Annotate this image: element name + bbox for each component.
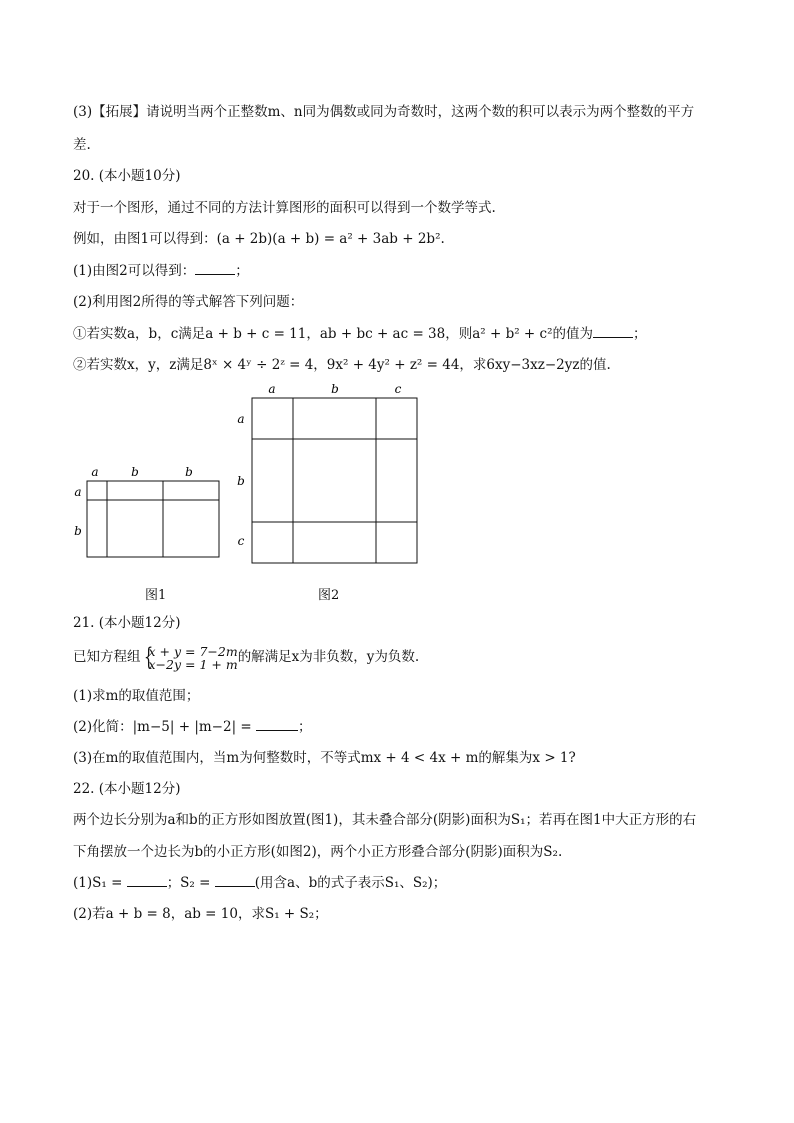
q20-part2: (2)利用图2所得的等式解答下列问题： (73, 294, 304, 310)
fig2-side-label-b: b (237, 474, 245, 488)
q21-part1: (1)求m的取值范围； (73, 688, 200, 704)
q20-example: 例如，由图1可以得到：(a + 2b)(a + b) = a² + 3ab + 2b². (73, 231, 445, 247)
q20-sub1-text: ①若实数a，b，c满足a + b + c = 11，ab + bc + ac = 38，则a² + b² + c²的值为 (73, 326, 594, 342)
answer-blank[interactable] (215, 874, 255, 887)
answer-blank[interactable] (593, 325, 633, 338)
fig2-outline (252, 398, 417, 563)
q21-part2-end: ； (298, 719, 312, 735)
fig1-top-label-b2: b (185, 465, 193, 479)
q21-part2 (73, 718, 312, 736)
answer-blank[interactable] (256, 718, 298, 731)
q22-part1 (73, 874, 446, 892)
fig2-side-label-c: c (237, 534, 245, 548)
fig2-top-label-c: c (394, 382, 402, 396)
q19-part3-cont: 差. (73, 137, 91, 153)
fig2-caption: 图2 (318, 588, 340, 603)
q20-intro: 对于一个图形，通过不同的方法计算图形的面积可以得到一个数学等式. (73, 200, 496, 216)
q20-header: 20. (本小题10分) (73, 168, 181, 184)
fig1-side-label-b: b (74, 524, 82, 538)
figure-1 (70, 462, 225, 562)
q20-part1-end: ； (235, 263, 249, 279)
brace-icon: { (143, 642, 153, 671)
q21-intro-after: 的解满足x为非负数，y为负数. (237, 649, 420, 665)
q22-part1-note: (用含a、b的式子表示S₁、S₂)； (254, 875, 447, 891)
equation-system (141, 642, 238, 672)
q22-line1: 两个边长分别为a和b的正方形如图放置(图1)，其未叠合部分(阴影)面积为S₁；若再在图1中大正方形的右 (73, 812, 697, 828)
answer-blank[interactable] (127, 874, 167, 887)
equation-1: x + y = 7−2m (148, 643, 238, 659)
q21-part3: (3)在m的取值范围内，当m为何整数时，不等式mx + 4 < 4x + m的解集为x > 1? (73, 750, 576, 766)
q20-sub1 (73, 325, 647, 343)
q22-line2: 下角摆放一个边长为b的小正方形(如图2)，两个小正方形叠合部分(阴影)面积为S₂. (73, 844, 563, 860)
q21-part2-text: (2)化简：|m−5| + |m−2| = (73, 719, 257, 735)
q21-header: 21. (本小题12分) (73, 615, 181, 631)
q20-part1 (73, 262, 249, 280)
q22-part1-s1: (1)S₁ = (73, 875, 127, 891)
q22-part2: (2)若a + b = 8，ab = 10，求S₁ + S₂； (73, 906, 328, 922)
fig1-side-label-a: a (74, 485, 82, 499)
fig1-top-label-a: a (91, 465, 99, 479)
fig2-top-label-a: a (268, 382, 276, 396)
q19-part3: (3)【拓展】请说明当两个正整数m、n同为偶数或同为奇数时，这两个数的积可以表示为两个整数的平方 (73, 104, 695, 120)
answer-blank[interactable] (195, 262, 235, 275)
equation-2: x−2y = 1 + m (148, 656, 238, 672)
fig1-caption: 图1 (145, 588, 167, 603)
q21-intro (73, 641, 419, 673)
q20-sub1-end: ； (633, 326, 647, 342)
fig1-top-label-b1: b (131, 465, 139, 479)
fig2-top-label-b: b (331, 382, 339, 396)
q20-part1-text: (1)由图2可以得到： (73, 263, 196, 279)
fig2-side-label-a: a (237, 412, 245, 426)
q20-sub2: ②若实数x，y，z满足8ˣ × 4ʸ ÷ 2ᶻ = 4，9x² + 4y² + z² = 44，求6xy−3xz−2yz的值. (73, 357, 611, 373)
q22-header: 22. (本小题12分) (73, 781, 181, 797)
figure-2 (233, 379, 423, 569)
q21-intro-before: 已知方程组 (73, 649, 141, 665)
q22-part1-s2: ；S₂ = (166, 875, 215, 891)
